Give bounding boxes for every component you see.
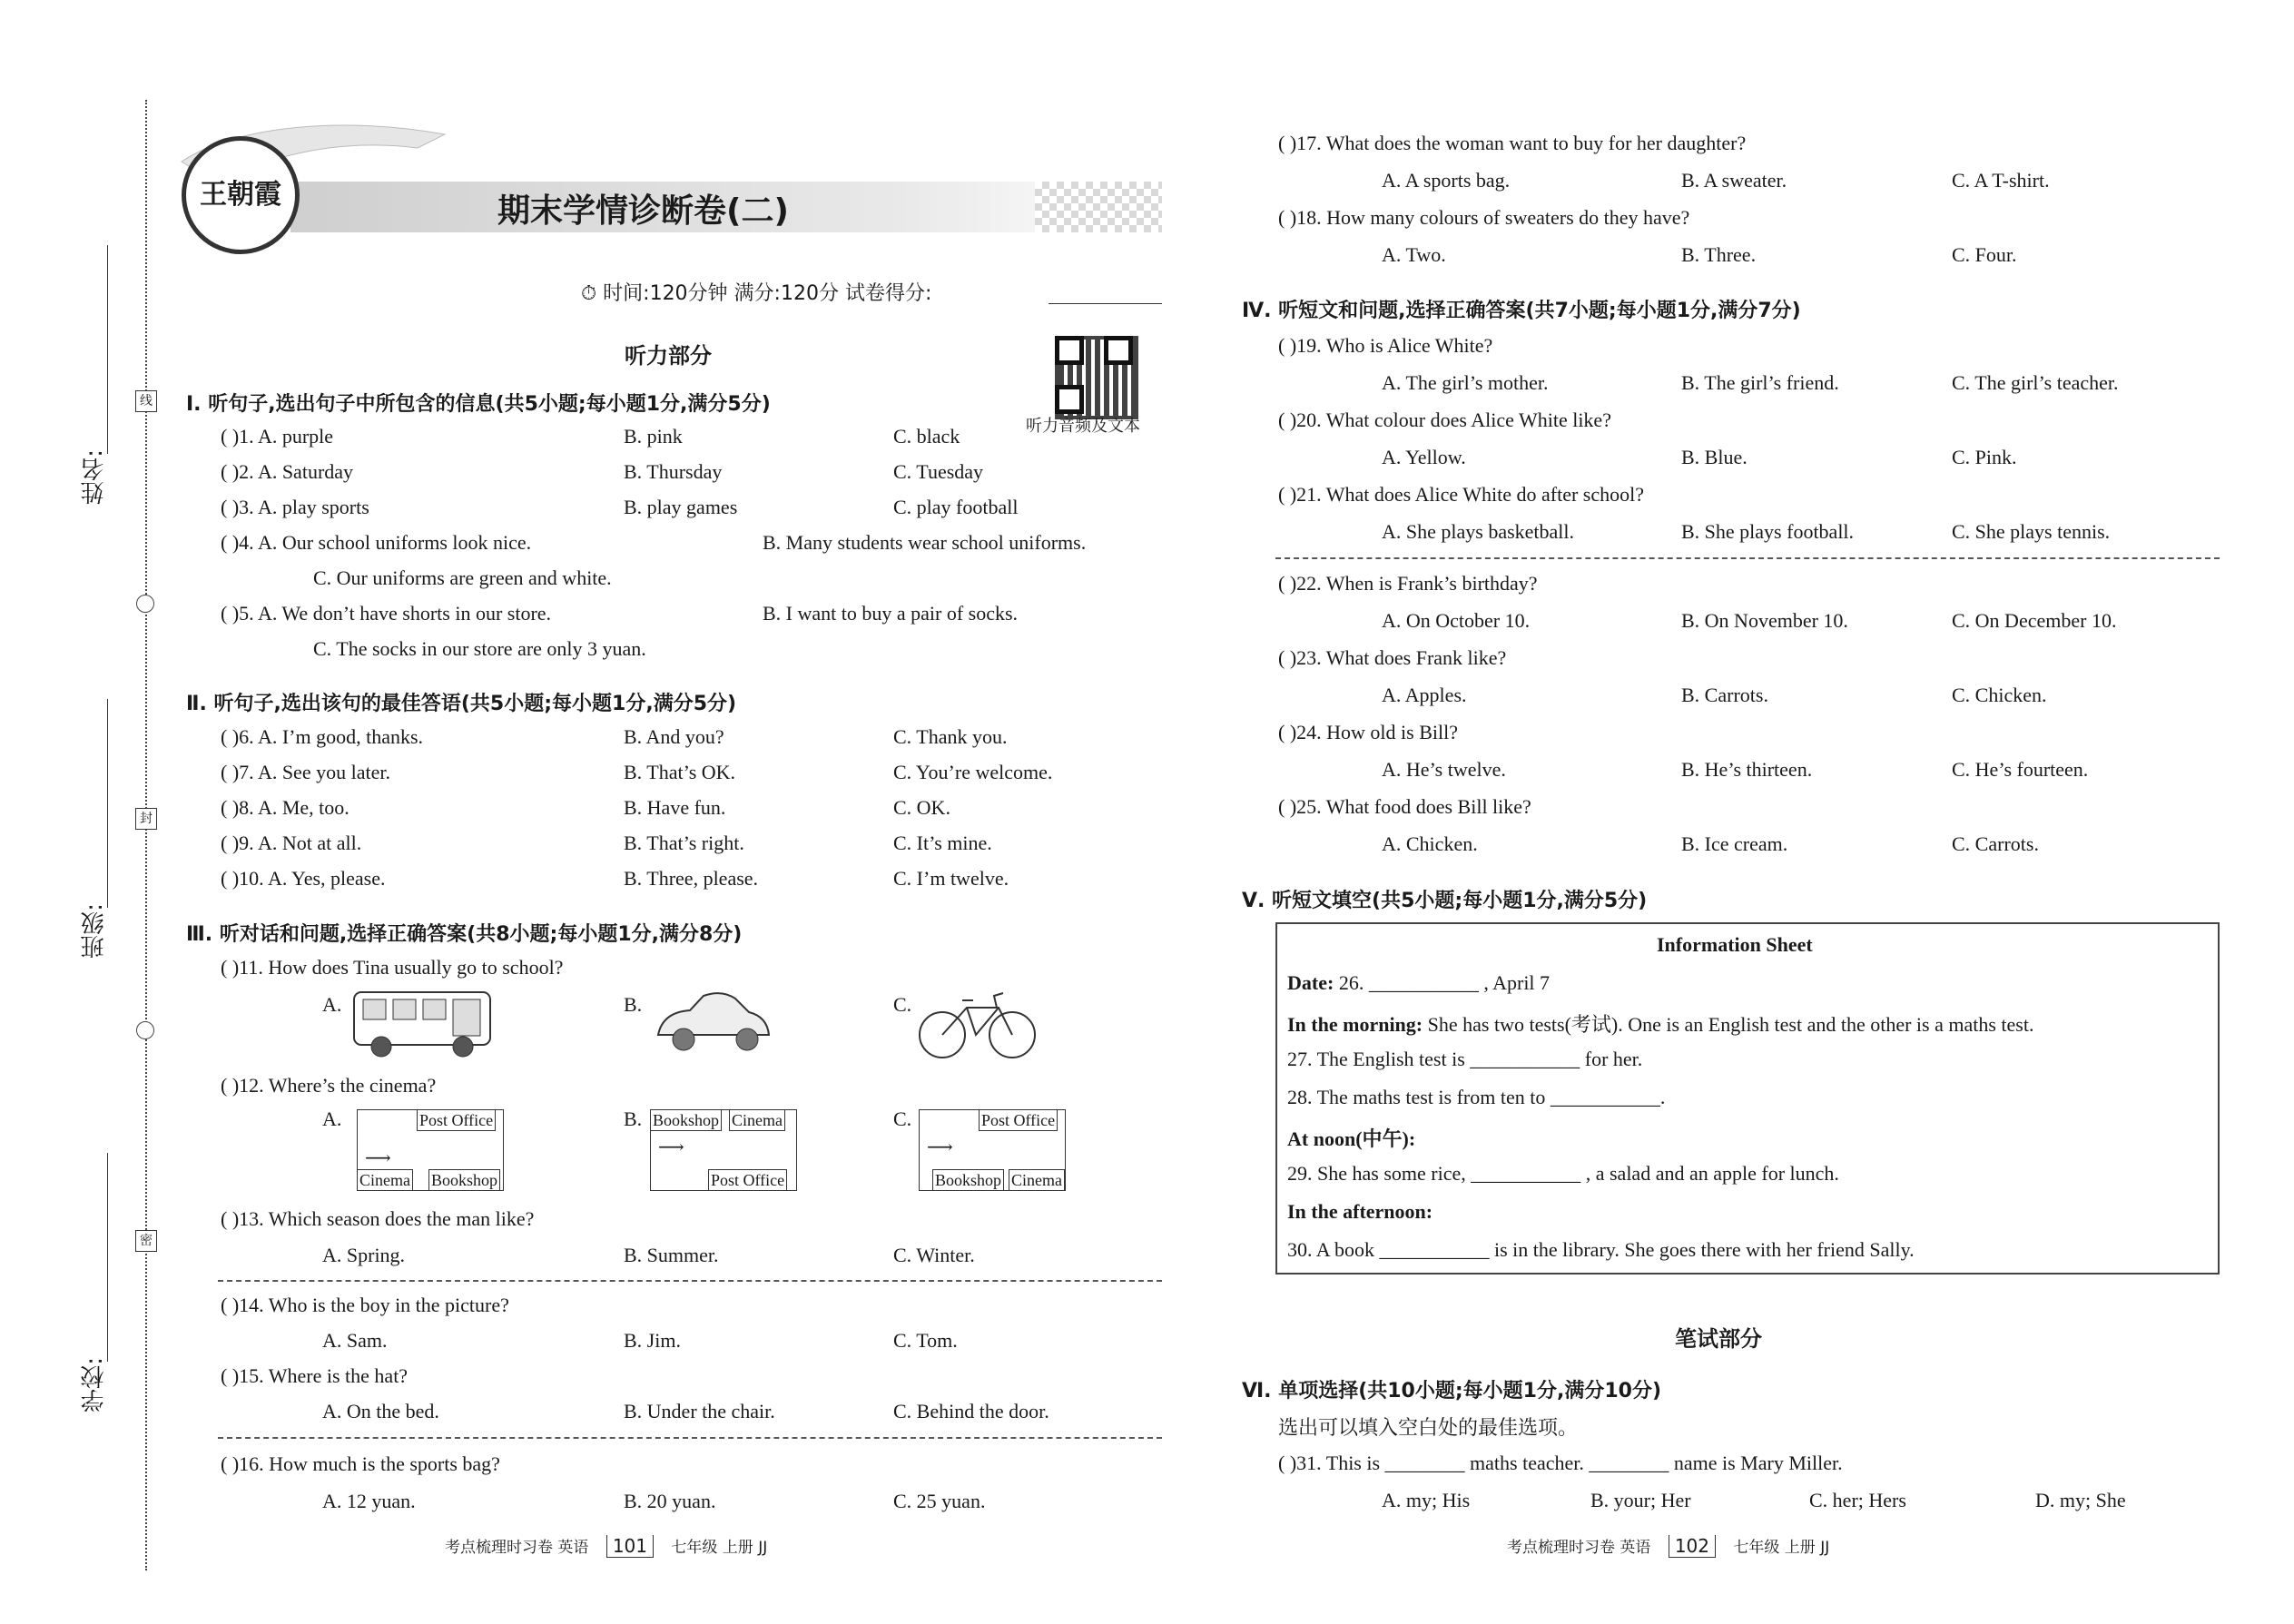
q31-option-a: A. my; His (1382, 1489, 1471, 1511)
section2-heading: Ⅱ. 听句子,选出该句的最佳答语(共5小题;每小题1分,满分5分) (186, 693, 737, 715)
logo-badge (182, 136, 300, 254)
map-b-cinema: Cinema (729, 1109, 785, 1131)
q15-option-c: C. Behind the door. (893, 1400, 1049, 1422)
seal-mark-secret: 密 (135, 1230, 157, 1252)
q18: ( )18. How many colours of sweaters do they have? (1278, 206, 1690, 229)
footer-right-page: 102 (1669, 1535, 1716, 1558)
q17-option-b: B. A sweater. (1681, 169, 1787, 192)
checker-pattern (1035, 182, 1162, 232)
q4: ( )4. A. Our school uniforms look nice. (221, 531, 532, 554)
q11: ( )11. How does Tina usually go to school? (221, 956, 564, 979)
q4-option-c: C. Our uniforms are green and white. (313, 566, 612, 589)
score-blank (1049, 303, 1162, 304)
morning-label: In the morning: (1287, 1013, 1423, 1036)
line-28: 28. The maths test is from ten to ___________. (1287, 1086, 1666, 1108)
noon-note: (中午): (1355, 1127, 1416, 1150)
q19-option-a: A. The girl’s mother. (1382, 371, 1549, 394)
section3-heading: Ⅲ. 听对话和问题,选择正确答案(共8小题;每小题1分,满分8分) (186, 923, 743, 946)
arrow-icon: ⟶ (927, 1137, 953, 1157)
q19-option-b: B. The girl’s friend. (1681, 371, 1839, 394)
q14-option-c: C. Tom. (893, 1329, 958, 1352)
footer-right-grade: 七年级 上册 JJ (1733, 1539, 1830, 1557)
q19-option-c: C. The girl’s teacher. (1952, 371, 2119, 394)
map-c (919, 1109, 1066, 1191)
q9: ( )9. A. Not at all. (221, 832, 362, 854)
q4-option-b: B. Many students wear school uniforms. (763, 531, 1087, 554)
q2-option-b: B. Thursday (624, 460, 723, 483)
q12: ( )12. Where’s the cinema? (221, 1074, 437, 1097)
binding-dot-icon (136, 1021, 154, 1039)
q17-option-a: A. A sports bag. (1382, 169, 1511, 192)
binding-dot-icon (136, 595, 154, 613)
name-label: 姓名: (81, 449, 108, 505)
divider (1275, 557, 2220, 559)
q9-option-b: B. That’s right. (624, 832, 744, 854)
q21: ( )21. What does Alice White do after school? (1278, 483, 1645, 506)
q13-option-c: C. Winter. (893, 1244, 975, 1266)
map-a-post-office: Post Office (417, 1109, 496, 1131)
q6-option-b: B. And you? (624, 725, 724, 748)
qr-corner (1055, 385, 1084, 414)
qr-corner (1104, 336, 1133, 365)
qr-corner (1055, 336, 1084, 365)
q24-option-c: C. He’s fourteen. (1952, 758, 2089, 781)
q18-option-a: A. Two. (1382, 243, 1446, 266)
class-label: 班级: (81, 903, 108, 959)
noon-label: At noon (1287, 1127, 1356, 1150)
noon-line (1287, 1124, 1415, 1152)
arrow-icon: ⟶ (365, 1148, 391, 1168)
q21-option-b: B. She plays football. (1681, 520, 1855, 543)
q22-option-c: C. On December 10. (1952, 609, 2117, 632)
morning-text: She has two tests(考试). One is an English test and the other is a maths test. (1427, 1013, 2034, 1036)
q23-option-a: A. Apples. (1382, 684, 1467, 706)
afternoon-label: In the afternoon: (1287, 1200, 1433, 1223)
section6-heading: Ⅵ. 单项选择(共10小题;每小题1分,满分10分) (1242, 1380, 1662, 1403)
footer-right-book: 考点梳理时习卷 英语 (1507, 1539, 1651, 1557)
morning-line (1287, 1009, 2033, 1038)
q10: ( )10. A. Yes, please. (221, 867, 386, 890)
q31-option-b: B. your; Her (1590, 1489, 1691, 1511)
binding-dotted-line (145, 100, 147, 1570)
q5: ( )5. A. We don’t have shorts in our store. (221, 602, 552, 625)
q14-option-b: B. Jim. (624, 1329, 681, 1352)
divider (218, 1437, 1162, 1439)
q23-option-c: C. Chicken. (1952, 684, 2047, 706)
bus-icon (350, 985, 504, 1062)
divider (218, 1280, 1162, 1282)
date-line (1287, 971, 1550, 995)
q31: ( )31. This is ________ maths teacher. ________ name is Mary Miller. (1278, 1452, 1843, 1474)
q13-option-a: A. Spring. (322, 1244, 406, 1266)
map-c-post-office: Post Office (979, 1109, 1058, 1131)
q11-option-c: C. (893, 993, 912, 1016)
map-c-cinema: Cinema (1009, 1169, 1065, 1191)
footer-right (1507, 1534, 1829, 1558)
q5-option-b: B. I want to buy a pair of socks. (763, 602, 1019, 625)
q6: ( )6. A. I’m good, thanks. (221, 725, 424, 748)
q31-option-c: C. her; Hers (1809, 1489, 1906, 1511)
written-section-title: 笔试部分 (1675, 1326, 1762, 1352)
map-b (650, 1109, 797, 1191)
q24: ( )24. How old is Bill? (1278, 721, 1458, 743)
section5-heading: Ⅴ. 听短文填空(共5小题;每小题1分,满分5分) (1242, 890, 1648, 912)
q15: ( )15. Where is the hat? (221, 1364, 409, 1387)
line-27: 27. The English test is ___________ for her. (1287, 1048, 1643, 1070)
arrow-icon: ⟶ (658, 1137, 684, 1157)
listening-title: 听力部分 (625, 343, 712, 369)
q13: ( )13. Which season does the man like? (221, 1207, 535, 1230)
seal-mark-line: 线 (135, 390, 157, 412)
q8-option-c: C. OK. (893, 796, 950, 819)
q11-option-b: B. (624, 993, 643, 1016)
q25-option-c: C. Carrots. (1952, 832, 2039, 855)
map-a (357, 1109, 504, 1191)
q1: ( )1. A. purple (221, 425, 334, 448)
q21-option-c: C. She plays tennis. (1952, 520, 2111, 543)
q19: ( )19. Who is Alice White? (1278, 334, 1493, 357)
q24-option-b: B. He’s thirteen. (1681, 758, 1813, 781)
q16-option-a: A. 12 yuan. (322, 1490, 416, 1512)
date-label: Date: (1287, 971, 1334, 994)
q12-option-b: B. (624, 1107, 643, 1130)
q3-option-b: B. play games (624, 496, 738, 518)
q3-option-c: C. play football (893, 496, 1019, 518)
q22-option-b: B. On November 10. (1681, 609, 1848, 632)
seal-mark-seal: 封 (135, 808, 157, 830)
school-blank-line (107, 1153, 108, 1362)
q22: ( )22. When is Frank’s birthday? (1278, 572, 1538, 595)
q2: ( )2. A. Saturday (221, 460, 354, 483)
q1-option-c: C. black (893, 425, 960, 448)
q6-option-c: C. Thank you. (893, 725, 1008, 748)
q23: ( )23. What does Frank like? (1278, 646, 1507, 669)
map-b-post-office: Post Office (708, 1169, 787, 1191)
q2-option-c: C. Tuesday (893, 460, 984, 483)
q13-option-b: B. Summer. (624, 1244, 719, 1266)
q7: ( )7. A. See you later. (221, 761, 390, 783)
map-a-bookshop: Bookshop (428, 1169, 500, 1191)
q7-option-c: C. You’re welcome. (893, 761, 1053, 783)
logo-text: 王朝霞 (200, 179, 281, 211)
q5-option-c: C. The socks in our store are only 3 yuan. (313, 637, 646, 660)
q23-option-b: B. Carrots. (1681, 684, 1768, 706)
q8: ( )8. A. Me, too. (221, 796, 350, 819)
car-icon (649, 985, 776, 1062)
map-b-bookshop: Bookshop (650, 1109, 722, 1131)
bicycle-icon (917, 982, 1039, 1064)
section4-heading: Ⅳ. 听短文和问题,选择正确答案(共7小题;每小题1分,满分7分) (1242, 300, 1801, 322)
q10-option-c: C. I’m twelve. (893, 867, 1009, 890)
q17-option-c: C. A T-shirt. (1952, 169, 2050, 192)
q17: ( )17. What does the woman want to buy for her daughter? (1278, 132, 1747, 154)
map-a-cinema: Cinema (357, 1169, 413, 1191)
footer-left-book: 考点梳理时习卷 英语 (445, 1539, 589, 1557)
information-sheet-title: Information Sheet (1657, 933, 1813, 956)
q14: ( )14. Who is the boy in the picture? (221, 1294, 509, 1316)
q18-option-b: B. Three. (1681, 243, 1757, 266)
date-text: 26. ___________ , April 7 (1338, 971, 1551, 994)
q3: ( )3. A. play sports (221, 496, 369, 518)
q20-option-a: A. Yellow. (1382, 446, 1466, 468)
name-blank-line (107, 245, 108, 454)
q15-option-b: B. Under the chair. (624, 1400, 775, 1422)
q25-option-a: A. Chicken. (1382, 832, 1478, 855)
q25-option-b: B. Ice cream. (1681, 832, 1788, 855)
q22-option-a: A. On October 10. (1382, 609, 1531, 632)
q20-option-c: C. Pink. (1952, 446, 2017, 468)
class-blank-line (107, 699, 108, 908)
q16: ( )16. How much is the sports bag? (221, 1452, 500, 1475)
q20-option-b: B. Blue. (1681, 446, 1748, 468)
footer-left-page: 101 (606, 1535, 654, 1558)
q12-option-a: A. (322, 1107, 342, 1130)
q24-option-a: A. He’s twelve. (1382, 758, 1506, 781)
exam-meta: ⏱ 时间:120分钟 满分:120分 试卷得分: (581, 282, 932, 305)
school-label: 学校: (81, 1357, 108, 1412)
qr-caption: 听力音频及文本 (1026, 417, 1140, 436)
q11-option-a: A. (322, 993, 342, 1016)
section6-instruction: 选出可以填入空白处的最佳选项。 (1278, 1417, 1579, 1440)
q12-option-c: C. (893, 1107, 912, 1130)
q15-option-a: A. On the bed. (322, 1400, 439, 1422)
q31-option-d: D. my; She (2035, 1489, 2126, 1511)
q8-option-b: B. Have fun. (624, 796, 726, 819)
q16-option-b: B. 20 yuan. (624, 1490, 716, 1512)
q16-option-c: C. 25 yuan. (893, 1490, 986, 1512)
map-c-bookshop: Bookshop (932, 1169, 1004, 1191)
q9-option-c: C. It’s mine. (893, 832, 992, 854)
q25: ( )25. What food does Bill like? (1278, 795, 1531, 818)
q1-option-b: B. pink (624, 425, 683, 448)
q18-option-c: C. Four. (1952, 243, 2017, 266)
section1-heading: Ⅰ. 听句子,选出句子中所包含的信息(共5小题;每小题1分,满分5分) (186, 393, 771, 416)
line-30: 30. A book ___________ is in the library. She goes there with her friend Sally. (1287, 1238, 1915, 1261)
q14-option-a: A. Sam. (322, 1329, 388, 1352)
q10-option-b: B. Three, please. (624, 867, 759, 890)
line-29: 29. She has some rice, ___________ , a salad and an apple for lunch. (1287, 1162, 1839, 1185)
q20: ( )20. What colour does Alice White like? (1278, 408, 1611, 431)
q7-option-b: B. That’s OK. (624, 761, 736, 783)
footer-left (445, 1534, 767, 1558)
q21-option-a: A. She plays basketball. (1382, 520, 1575, 543)
page-title: 期末学情诊断卷(二) (497, 192, 789, 230)
footer-left-grade: 七年级 上册 JJ (671, 1539, 768, 1557)
